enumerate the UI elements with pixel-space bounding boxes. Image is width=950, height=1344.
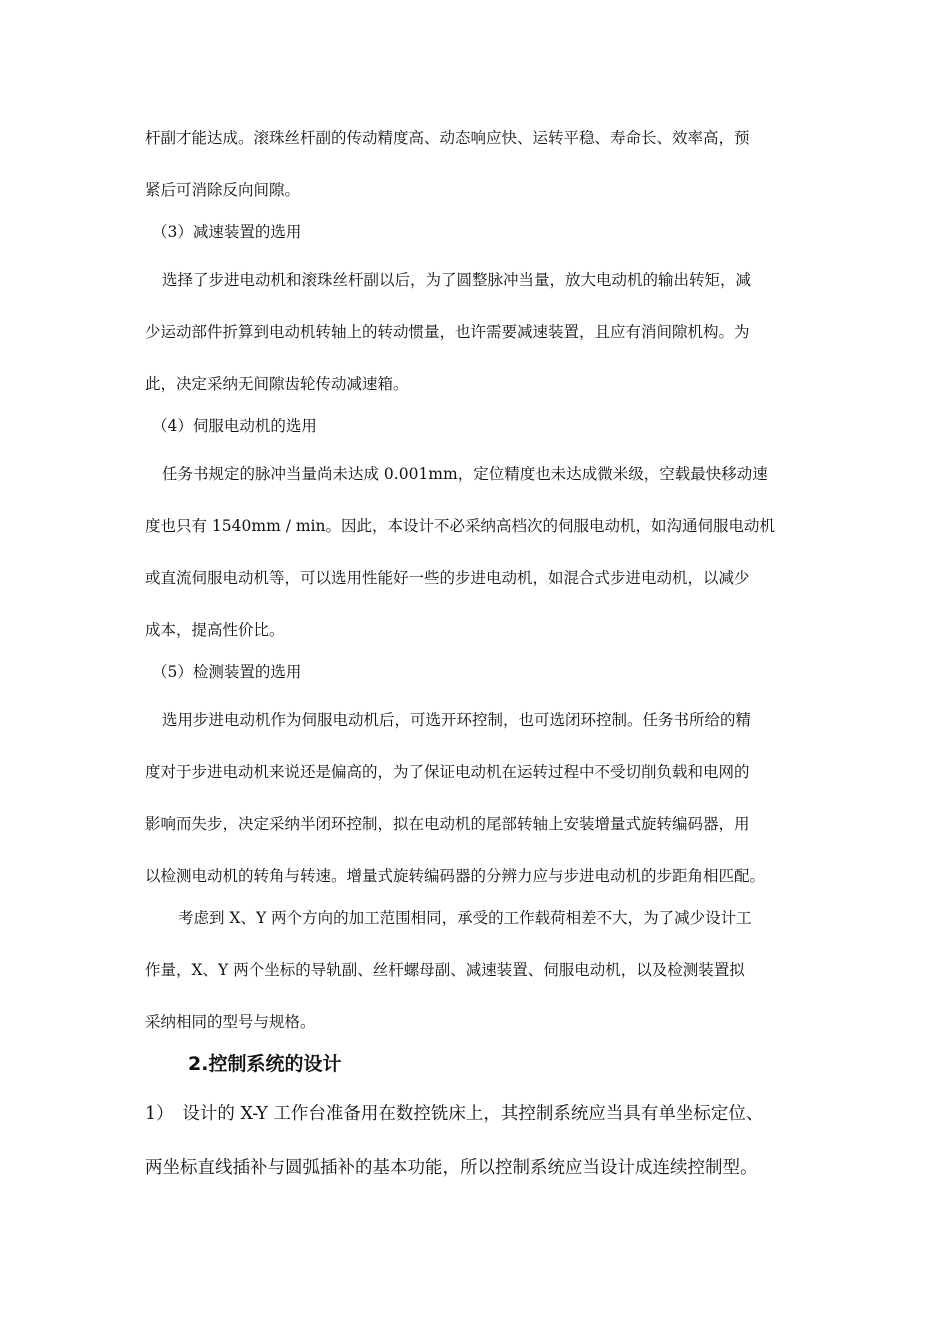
paragraph-line: 或直流伺服电动机等，可以选用性能好一些的步进电动机，如混合式步进电动机，以减少 bbox=[145, 569, 750, 587]
paragraph-line: 杆副才能达成。滚珠丝杆副的传动精度高、动态响应快、运转平稳、寿命长、效率高，预 bbox=[145, 129, 750, 147]
paragraph-line: 紧后可消除反向间隙。 bbox=[145, 181, 301, 199]
paragraph-line: 度也只有 1540mm / min。因此，本设计不必采纳高档次的伺服电动机，如沟通伺服电动机 bbox=[145, 517, 775, 535]
paragraph-line: 度对于步进电动机来说还是偏高的，为了保证电动机在运转过程中不受切削负载和电网的 bbox=[145, 763, 750, 781]
subheading-reducer-selection: （3）减速装置的选用 bbox=[152, 223, 302, 241]
paragraph-line: 少运动部件折算到电动机转轴上的转动惯量，也许需要减速装置，且应有消间隙机构。为 bbox=[145, 323, 750, 341]
paragraph-line: 选择了步进电动机和滚珠丝杆副以后，为了圆整脉冲当量，放大电动机的输出转矩，减 bbox=[162, 271, 752, 289]
paragraph-line: 影响而失步，决定采纳半闭环控制，拟在电动机的尾部转轴上安装增量式旋转编码器，用 bbox=[145, 815, 750, 833]
paragraph-line: 考虑到 X、Y 两个方向的加工范围相同，承受的工作载荷相差不大，为了减少设计工 bbox=[178, 909, 752, 927]
paragraph-line: 任务书规定的脉冲当量尚未达成 0.001mm，定位精度也未达成微米级，空载最快移动速 bbox=[162, 465, 768, 483]
paragraph-line: 采纳相同的型号与规格。 bbox=[145, 1013, 316, 1031]
paragraph-line: 成本，提高性价比。 bbox=[145, 621, 285, 639]
paragraph-line: 作量，X、Y 两个坐标的导轨副、丝杆螺母副、减速装置、伺服电动机，以及检测装置拟 bbox=[145, 961, 745, 979]
paragraph-line: 两坐标直线插补与圆弧插补的基本功能，所以控制系统应当设计成连续控制型。 bbox=[145, 1158, 758, 1178]
subheading-servo-motor-selection: （4）伺服电动机的选用 bbox=[152, 417, 317, 435]
paragraph-line: 此，决定采纳无间隙齿轮传动减速箱。 bbox=[145, 375, 409, 393]
paragraph-line: 以检测电动机的转角与转速。增量式旋转编码器的分辨力应与步进电动机的步距角相匹配。 bbox=[145, 867, 766, 885]
subheading-detection-device-selection: （5）检测装置的选用 bbox=[152, 663, 302, 681]
paragraph-line: 选用步进电动机作为伺服电动机后，可选开环控制，也可选闭环控制。任务书所给的精 bbox=[162, 711, 752, 729]
section-title: 2.控制系统的设计 bbox=[188, 1053, 342, 1075]
paragraph-line: 1） 设计的 X-Y 工作台准备用在数控铣床上，其控制系统应当具有单坐标定位、 bbox=[145, 1104, 764, 1124]
